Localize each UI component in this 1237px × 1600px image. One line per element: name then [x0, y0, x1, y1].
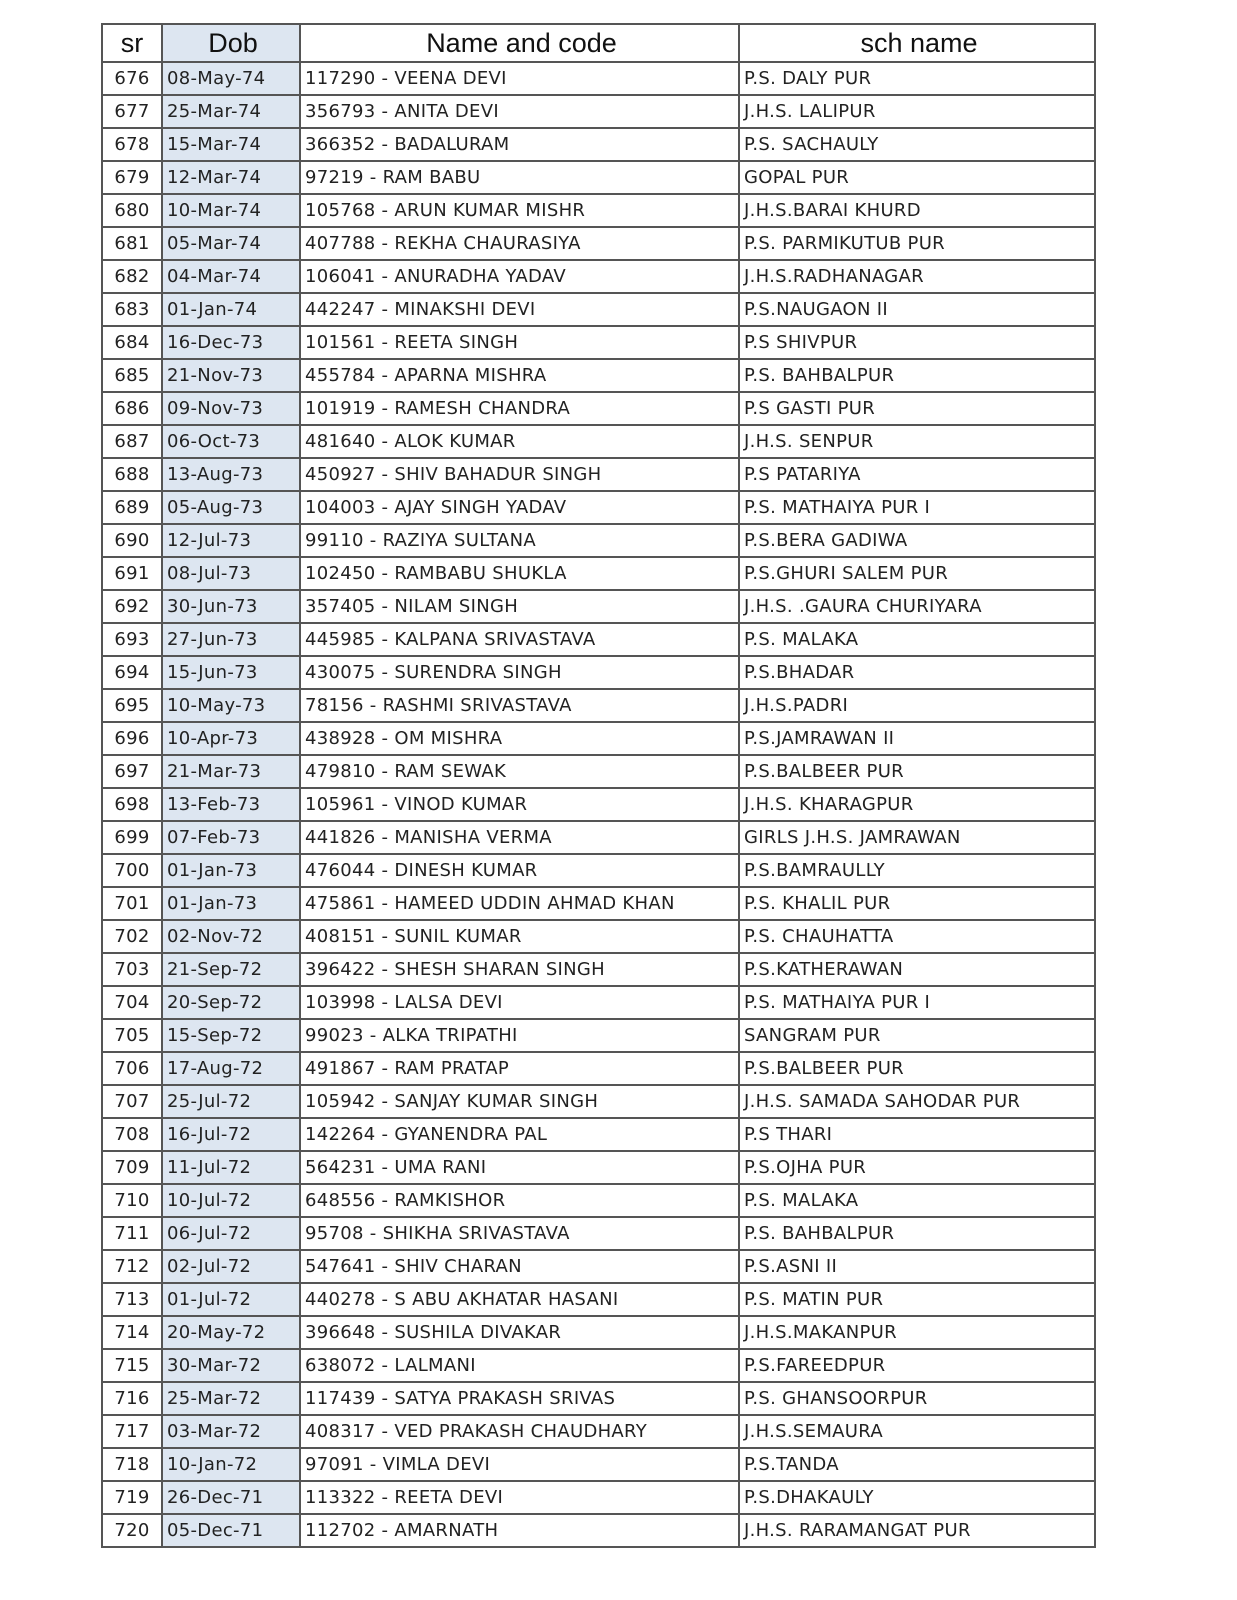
cell-dob: 16-Jul-72 — [162, 1118, 300, 1151]
table-row — [102, 524, 1095, 557]
cell-name-code: 103998 - LALSA DEVI — [300, 986, 739, 1019]
cell-name-code: 408151 - SUNIL KUMAR — [300, 920, 739, 953]
cell-school-name: P.S.BERA GADIWA — [739, 524, 1095, 557]
table-row — [102, 1118, 1095, 1151]
cell-sr: 715 — [102, 1349, 162, 1382]
cell-sr: 708 — [102, 1118, 162, 1151]
cell-school-name: P.S. KHALIL PUR — [739, 887, 1095, 920]
cell-school-name: J.H.S. SENPUR — [739, 425, 1095, 458]
cell-name-code: 564231 - UMA RANI — [300, 1151, 739, 1184]
cell-dob: 13-Aug-73 — [162, 458, 300, 491]
cell-school-name: J.H.S.PADRI — [739, 689, 1095, 722]
table-row — [102, 491, 1095, 524]
table-row — [102, 986, 1095, 1019]
table-row — [102, 887, 1095, 920]
table-row — [102, 1514, 1095, 1547]
cell-sr: 719 — [102, 1481, 162, 1514]
table-row — [102, 1250, 1095, 1283]
table-row — [102, 689, 1095, 722]
cell-school-name: J.H.S. RARAMANGAT PUR — [739, 1514, 1095, 1547]
cell-dob: 30-Mar-72 — [162, 1349, 300, 1382]
cell-sr: 677 — [102, 95, 162, 128]
cell-dob: 02-Nov-72 — [162, 920, 300, 953]
cell-name-code: 396648 - SUSHILA DIVAKAR — [300, 1316, 739, 1349]
cell-school-name: P.S.ASNI II — [739, 1250, 1095, 1283]
table-row — [102, 557, 1095, 590]
cell-name-code: 396422 - SHESH SHARAN SINGH — [300, 953, 739, 986]
cell-sr: 697 — [102, 755, 162, 788]
cell-sr: 680 — [102, 194, 162, 227]
cell-dob: 07-Feb-73 — [162, 821, 300, 854]
cell-dob: 08-Jul-73 — [162, 557, 300, 590]
table-row — [102, 1085, 1095, 1118]
cell-school-name: GOPAL PUR — [739, 161, 1095, 194]
cell-school-name: P.S. MATHAIYA PUR I — [739, 491, 1095, 524]
cell-sr: 712 — [102, 1250, 162, 1283]
table-row — [102, 821, 1095, 854]
cell-school-name: P.S.BALBEER PUR — [739, 755, 1095, 788]
cell-dob: 10-Jan-72 — [162, 1448, 300, 1481]
table-row — [102, 293, 1095, 326]
cell-dob: 01-Jan-74 — [162, 293, 300, 326]
cell-name-code: 476044 - DINESH KUMAR — [300, 854, 739, 887]
cell-school-name: P.S. GHANSOORPUR — [739, 1382, 1095, 1415]
cell-sr: 707 — [102, 1085, 162, 1118]
cell-name-code: 648556 - RAMKISHOR — [300, 1184, 739, 1217]
cell-school-name: P.S.TANDA — [739, 1448, 1095, 1481]
table-row — [102, 1019, 1095, 1052]
cell-name-code: 113322 - REETA DEVI — [300, 1481, 739, 1514]
cell-school-name: P.S.BAMRAULLY — [739, 854, 1095, 887]
cell-dob: 01-Jul-72 — [162, 1283, 300, 1316]
cell-name-code: 101919 - RAMESH CHANDRA — [300, 392, 739, 425]
cell-dob: 15-Mar-74 — [162, 128, 300, 161]
table-row — [102, 194, 1095, 227]
table-row — [102, 1283, 1095, 1316]
table-row — [102, 788, 1095, 821]
cell-sr: 698 — [102, 788, 162, 821]
cell-dob: 03-Mar-72 — [162, 1415, 300, 1448]
cell-school-name: P.S THARI — [739, 1118, 1095, 1151]
cell-school-name: J.H.S. SAMADA SAHODAR PUR — [739, 1085, 1095, 1118]
cell-name-code: 97219 - RAM BABU — [300, 161, 739, 194]
cell-sr: 696 — [102, 722, 162, 755]
cell-dob: 16-Dec-73 — [162, 326, 300, 359]
cell-sr: 701 — [102, 887, 162, 920]
cell-name-code: 356793 - ANITA DEVI — [300, 95, 739, 128]
cell-sr: 706 — [102, 1052, 162, 1085]
cell-sr: 687 — [102, 425, 162, 458]
table-row — [102, 590, 1095, 623]
cell-name-code: 445985 - KALPANA SRIVASTAVA — [300, 623, 739, 656]
cell-sr: 688 — [102, 458, 162, 491]
cell-dob: 21-Mar-73 — [162, 755, 300, 788]
cell-sr: 694 — [102, 656, 162, 689]
cell-school-name: P.S. CHAUHATTA — [739, 920, 1095, 953]
cell-sr: 692 — [102, 590, 162, 623]
cell-dob: 20-Sep-72 — [162, 986, 300, 1019]
table-row — [102, 227, 1095, 260]
cell-sr: 699 — [102, 821, 162, 854]
cell-school-name: P.S. MATHAIYA PUR I — [739, 986, 1095, 1019]
table-row — [102, 1481, 1095, 1514]
cell-school-name: P.S. PARMIKUTUB PUR — [739, 227, 1095, 260]
header-sr: sr — [102, 24, 162, 62]
table-row — [102, 359, 1095, 392]
cell-sr: 702 — [102, 920, 162, 953]
cell-sr: 711 — [102, 1217, 162, 1250]
cell-name-code: 438928 - OM MISHRA — [300, 722, 739, 755]
cell-name-code: 142264 - GYANENDRA PAL — [300, 1118, 739, 1151]
cell-name-code: 95708 - SHIKHA SRIVASTAVA — [300, 1217, 739, 1250]
table-row — [102, 1217, 1095, 1250]
table-row — [102, 1448, 1095, 1481]
cell-sr: 714 — [102, 1316, 162, 1349]
cell-sr: 713 — [102, 1283, 162, 1316]
cell-dob: 12-Mar-74 — [162, 161, 300, 194]
cell-school-name: J.H.S.SEMAURA — [739, 1415, 1095, 1448]
cell-dob: 06-Jul-72 — [162, 1217, 300, 1250]
cell-dob: 01-Jan-73 — [162, 887, 300, 920]
cell-sr: 703 — [102, 953, 162, 986]
cell-name-code: 479810 - RAM SEWAK — [300, 755, 739, 788]
table-row — [102, 260, 1095, 293]
cell-sr: 684 — [102, 326, 162, 359]
cell-name-code: 99110 - RAZIYA SULTANA — [300, 524, 739, 557]
table-row — [102, 1415, 1095, 1448]
cell-dob: 20-May-72 — [162, 1316, 300, 1349]
cell-school-name: SANGRAM PUR — [739, 1019, 1095, 1052]
table-row — [102, 326, 1095, 359]
cell-sr: 704 — [102, 986, 162, 1019]
cell-sr: 710 — [102, 1184, 162, 1217]
cell-dob: 25-Mar-72 — [162, 1382, 300, 1415]
cell-school-name: P.S.NAUGAON II — [739, 293, 1095, 326]
cell-school-name: J.H.S.MAKANPUR — [739, 1316, 1095, 1349]
cell-sr: 686 — [102, 392, 162, 425]
cell-school-name: P.S. MALAKA — [739, 1184, 1095, 1217]
cell-dob: 06-Oct-73 — [162, 425, 300, 458]
table-row — [102, 425, 1095, 458]
cell-name-code: 105961 - VINOD KUMAR — [300, 788, 739, 821]
cell-name-code: 481640 - ALOK KUMAR — [300, 425, 739, 458]
table-row — [102, 755, 1095, 788]
cell-school-name: P.S.DHAKAULY — [739, 1481, 1095, 1514]
cell-dob: 15-Jun-73 — [162, 656, 300, 689]
cell-dob: 21-Nov-73 — [162, 359, 300, 392]
cell-sr: 716 — [102, 1382, 162, 1415]
cell-dob: 10-Apr-73 — [162, 722, 300, 755]
header-name-code: Name and code — [300, 24, 739, 62]
cell-dob: 02-Jul-72 — [162, 1250, 300, 1283]
cell-sr: 700 — [102, 854, 162, 887]
cell-sr: 681 — [102, 227, 162, 260]
cell-sr: 720 — [102, 1514, 162, 1547]
table-row — [102, 623, 1095, 656]
cell-school-name: J.H.S.BARAI KHURD — [739, 194, 1095, 227]
cell-school-name: P.S.GHURI SALEM PUR — [739, 557, 1095, 590]
cell-dob: 08-May-74 — [162, 62, 300, 95]
cell-name-code: 104003 - AJAY SINGH YADAV — [300, 491, 739, 524]
cell-sr: 695 — [102, 689, 162, 722]
table-row — [102, 920, 1095, 953]
cell-name-code: 105942 - SANJAY KUMAR SINGH — [300, 1085, 739, 1118]
table-row — [102, 1052, 1095, 1085]
table-row — [102, 854, 1095, 887]
table-row — [102, 95, 1095, 128]
header-row — [102, 24, 1095, 62]
table-row — [102, 128, 1095, 161]
cell-dob: 10-May-73 — [162, 689, 300, 722]
cell-sr: 718 — [102, 1448, 162, 1481]
cell-name-code: 99023 - ALKA TRIPATHI — [300, 1019, 739, 1052]
cell-dob: 21-Sep-72 — [162, 953, 300, 986]
cell-school-name: GIRLS J.H.S. JAMRAWAN — [739, 821, 1095, 854]
cell-sr: 678 — [102, 128, 162, 161]
cell-dob: 05-Dec-71 — [162, 1514, 300, 1547]
cell-school-name: P.S.KATHERAWAN — [739, 953, 1095, 986]
cell-name-code: 112702 - AMARNATH — [300, 1514, 739, 1547]
header-dob: Dob — [162, 24, 300, 62]
table-row — [102, 1382, 1095, 1415]
cell-dob: 27-Jun-73 — [162, 623, 300, 656]
cell-dob: 15-Sep-72 — [162, 1019, 300, 1052]
cell-school-name: P.S. BAHBALPUR — [739, 1217, 1095, 1250]
cell-name-code: 442247 - MINAKSHI DEVI — [300, 293, 739, 326]
cell-dob: 09-Nov-73 — [162, 392, 300, 425]
cell-school-name: P.S SHIVPUR — [739, 326, 1095, 359]
cell-school-name: P.S. BAHBALPUR — [739, 359, 1095, 392]
cell-name-code: 408317 - VED PRAKASH CHAUDHARY — [300, 1415, 739, 1448]
table-row — [102, 1184, 1095, 1217]
cell-school-name: P.S. MATIN PUR — [739, 1283, 1095, 1316]
cell-name-code: 117290 - VEENA DEVI — [300, 62, 739, 95]
cell-name-code: 441826 - MANISHA VERMA — [300, 821, 739, 854]
cell-name-code: 101561 - REETA SINGH — [300, 326, 739, 359]
cell-sr: 705 — [102, 1019, 162, 1052]
cell-dob: 25-Mar-74 — [162, 95, 300, 128]
table-row — [102, 1151, 1095, 1184]
cell-sr: 709 — [102, 1151, 162, 1184]
cell-name-code: 105768 - ARUN KUMAR MISHR — [300, 194, 739, 227]
cell-sr: 676 — [102, 62, 162, 95]
cell-school-name: J.H.S.RADHANAGAR — [739, 260, 1095, 293]
cell-school-name: P.S. SACHAULY — [739, 128, 1095, 161]
cell-school-name: P.S.BALBEER PUR — [739, 1052, 1095, 1085]
cell-school-name: P.S.OJHA PUR — [739, 1151, 1095, 1184]
cell-dob: 10-Jul-72 — [162, 1184, 300, 1217]
table-row — [102, 953, 1095, 986]
cell-dob: 04-Mar-74 — [162, 260, 300, 293]
cell-dob: 30-Jun-73 — [162, 590, 300, 623]
table-row — [102, 62, 1095, 95]
cell-dob: 25-Jul-72 — [162, 1085, 300, 1118]
cell-name-code: 440278 - S ABU AKHATAR HASANI — [300, 1283, 739, 1316]
cell-sr: 685 — [102, 359, 162, 392]
cell-dob: 12-Jul-73 — [162, 524, 300, 557]
cell-name-code: 491867 - RAM PRATAP — [300, 1052, 739, 1085]
cell-dob: 10-Mar-74 — [162, 194, 300, 227]
table-row — [102, 161, 1095, 194]
table-row — [102, 1349, 1095, 1382]
table-row — [102, 392, 1095, 425]
cell-name-code: 102450 - RAMBABU SHUKLA — [300, 557, 739, 590]
cell-name-code: 407788 - REKHA CHAURASIYA — [300, 227, 739, 260]
cell-name-code: 117439 - SATYA PRAKASH SRIVAS — [300, 1382, 739, 1415]
cell-school-name: P.S.FAREEDPUR — [739, 1349, 1095, 1382]
cell-name-code: 455784 - APARNA MISHRA — [300, 359, 739, 392]
cell-dob: 05-Aug-73 — [162, 491, 300, 524]
cell-name-code: 475861 - HAMEED UDDIN AHMAD KHAN — [300, 887, 739, 920]
cell-name-code: 78156 - RASHMI SRIVASTAVA — [300, 689, 739, 722]
cell-name-code: 547641 - SHIV CHARAN — [300, 1250, 739, 1283]
cell-school-name: P.S. MALAKA — [739, 623, 1095, 656]
cell-sr: 682 — [102, 260, 162, 293]
table-row — [102, 458, 1095, 491]
cell-dob: 01-Jan-73 — [162, 854, 300, 887]
cell-dob: 11-Jul-72 — [162, 1151, 300, 1184]
cell-school-name: J.H.S. LALIPUR — [739, 95, 1095, 128]
table-row — [102, 1316, 1095, 1349]
cell-name-code: 106041 - ANURADHA YADAV — [300, 260, 739, 293]
cell-sr: 693 — [102, 623, 162, 656]
cell-name-code: 97091 - VIMLA DEVI — [300, 1448, 739, 1481]
cell-sr: 683 — [102, 293, 162, 326]
cell-school-name: P.S. DALY PUR — [739, 62, 1095, 95]
cell-sr: 717 — [102, 1415, 162, 1448]
cell-name-code: 366352 - BADALURAM — [300, 128, 739, 161]
cell-school-name: P.S.BHADAR — [739, 656, 1095, 689]
cell-dob: 17-Aug-72 — [162, 1052, 300, 1085]
cell-name-code: 638072 - LALMANI — [300, 1349, 739, 1382]
cell-sr: 689 — [102, 491, 162, 524]
cell-sr: 679 — [102, 161, 162, 194]
cell-school-name: P.S PATARIYA — [739, 458, 1095, 491]
cell-name-code: 357405 - NILAM SINGH — [300, 590, 739, 623]
cell-sr: 690 — [102, 524, 162, 557]
table-row — [102, 722, 1095, 755]
cell-name-code: 430075 - SURENDRA SINGH — [300, 656, 739, 689]
header-school-name: sch name — [739, 24, 1095, 62]
cell-dob: 13-Feb-73 — [162, 788, 300, 821]
table-row — [102, 656, 1095, 689]
cell-name-code: 450927 - SHIV BAHADUR SINGH — [300, 458, 739, 491]
cell-school-name: J.H.S. KHARAGPUR — [739, 788, 1095, 821]
cell-sr: 691 — [102, 557, 162, 590]
records-table — [101, 23, 1096, 1548]
cell-dob: 26-Dec-71 — [162, 1481, 300, 1514]
cell-school-name: P.S.JAMRAWAN II — [739, 722, 1095, 755]
cell-dob: 05-Mar-74 — [162, 227, 300, 260]
cell-school-name: J.H.S. .GAURA CHURIYARA — [739, 590, 1095, 623]
cell-school-name: P.S GASTI PUR — [739, 392, 1095, 425]
